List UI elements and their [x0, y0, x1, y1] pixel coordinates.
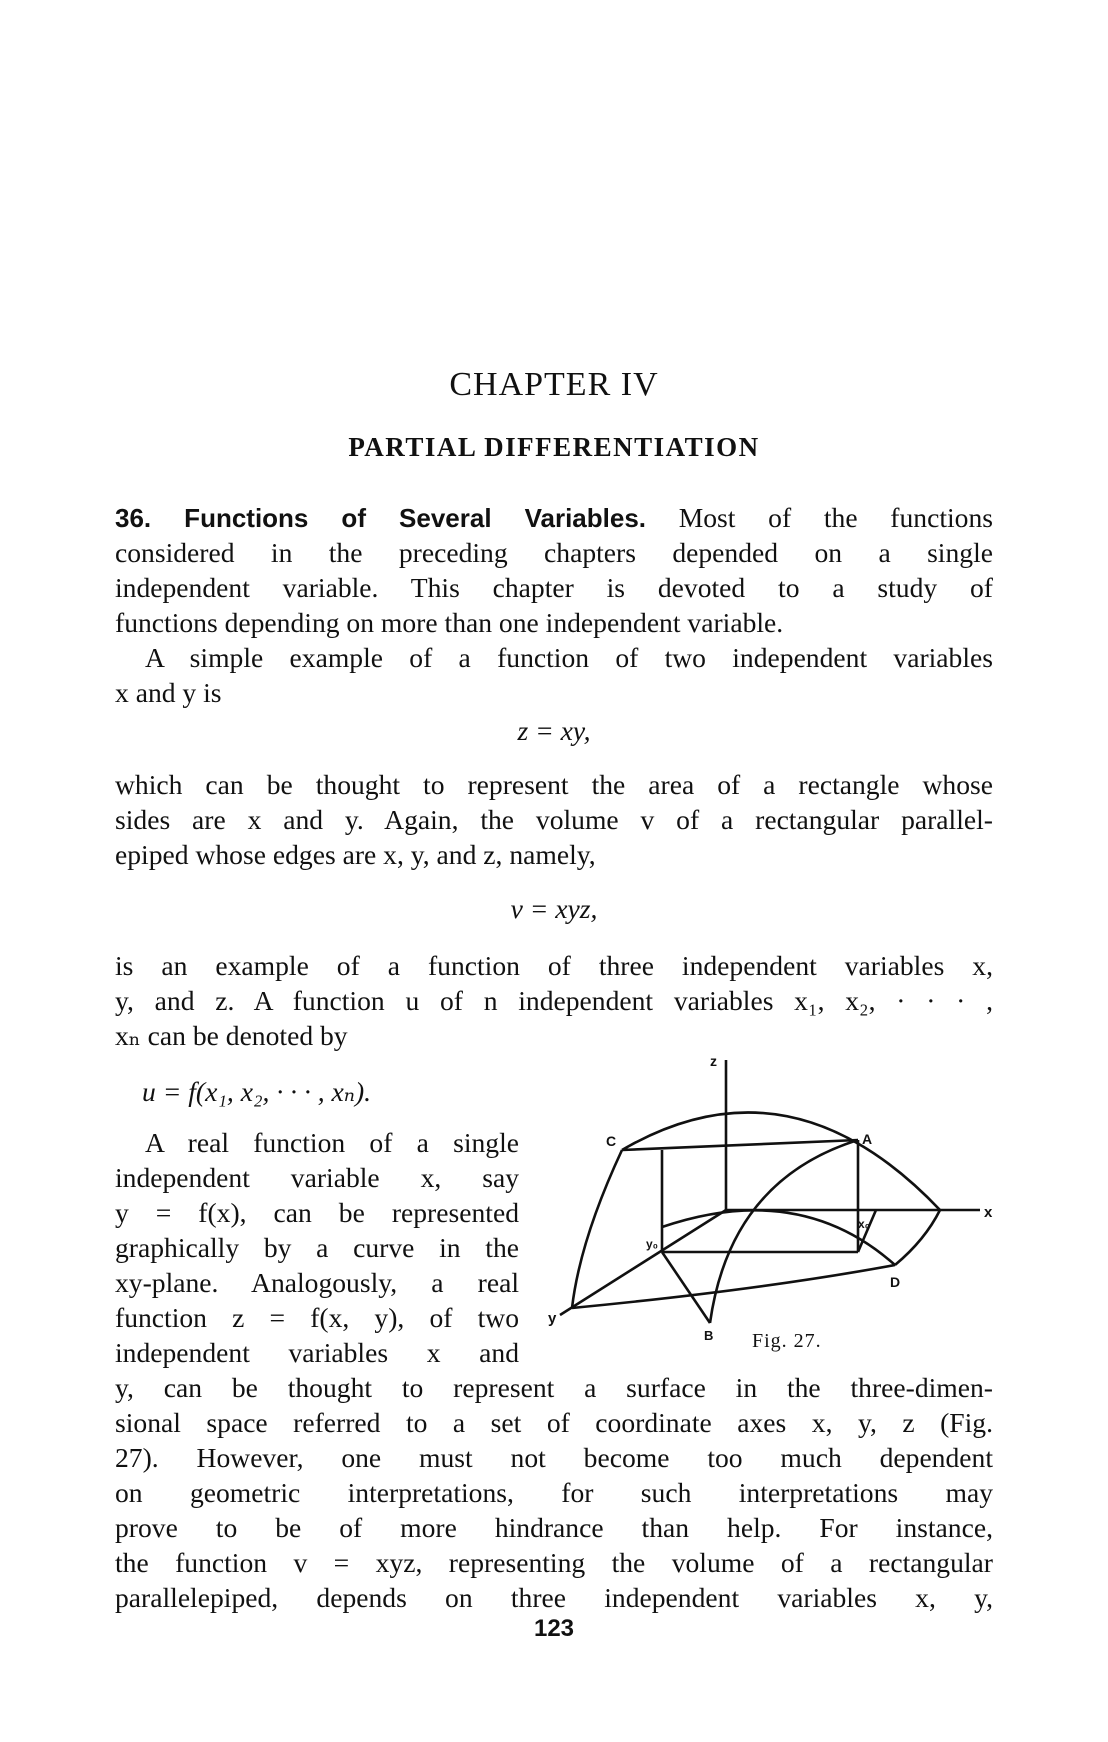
text-line: prove to be of more hindrance than help. For instance,	[115, 1512, 993, 1543]
label-y: y	[548, 1310, 557, 1327]
label-z: z	[710, 1053, 717, 1069]
label-x0: x₀	[858, 1217, 871, 1231]
curve-c-a	[622, 1140, 858, 1150]
text-line: sides are x and y. Again, the volume v of a rectangular parallel-	[115, 804, 993, 835]
y-axis	[560, 1210, 726, 1315]
curve-b-a	[710, 1140, 858, 1323]
text-line: is an example of a function of three independent variables x,	[115, 950, 993, 981]
bottom-edge-curve-1	[572, 1265, 895, 1308]
left-edge-curve	[572, 1150, 622, 1308]
label-c: C	[606, 1133, 617, 1149]
text-line: 36. Functions of Several Variables. Most of the functions	[115, 502, 993, 533]
text-line: independent variable. This chapter is devoted to a study of	[115, 572, 993, 603]
box-to-b	[662, 1252, 710, 1323]
text-line: y, and z. A function u of n independent variables x₁, x₂, · · · ,	[115, 985, 993, 1016]
text-line: graphically by a curve in the	[115, 1232, 519, 1263]
text-line: on geometric interpretations, for such interpretations may	[115, 1477, 993, 1508]
text-line: function z = f(x, y), of two	[115, 1302, 519, 1333]
text-line: independent variable x, say	[115, 1162, 519, 1193]
label-b: B	[704, 1328, 714, 1343]
text-line: y = f(x), can be represented	[115, 1197, 519, 1228]
text-line: epiped whose edges are x, y, and z, namely,	[115, 839, 596, 870]
text-line: the function v = xyz, representing the volume of a rectangular	[115, 1547, 993, 1578]
text-line: A real function of a single	[145, 1127, 519, 1158]
text-line: independent variables x and	[115, 1337, 519, 1368]
bottom-edge-curve-2	[895, 1210, 940, 1265]
figure-labels	[548, 1053, 993, 1343]
equation-function: u = f(x₁, x₂, · · · , xₙ).	[142, 1076, 372, 1107]
text-line: xₙ can be denoted by	[115, 1020, 348, 1051]
label-a: A	[862, 1131, 873, 1147]
label-y0: y₀	[646, 1237, 659, 1251]
chapter-title: PARTIAL DIFFERENTIATION	[348, 432, 760, 462]
label-d: D	[890, 1274, 901, 1290]
figure-lines	[560, 1060, 980, 1323]
equation-volume: v = xyz,	[510, 893, 598, 924]
equation-area: z = xy,	[517, 715, 591, 746]
top-edge-curve	[622, 1112, 940, 1210]
figure-caption: Fig. 27.	[752, 1330, 822, 1352]
text-line: functions depending on more than one independent variable.	[115, 607, 784, 638]
text-line: which can be thought to represent the area of a rectangle whose	[115, 769, 993, 800]
text-line: considered in the preceding chapters depended on a single	[115, 537, 993, 568]
text-line: A simple example of a function of two independent variables	[145, 642, 993, 673]
text-line: parallelepiped, depends on three independent variables x, y,	[115, 1582, 993, 1613]
text-line: y, can be thought to represent a surface in the three-dimen-	[115, 1372, 993, 1403]
figure-27-surface-diagram	[540, 1040, 1000, 1360]
text-line: 27). However, one must not become too much dependent	[115, 1442, 993, 1473]
text-line: sional space referred to a set of coordinate axes x, y, z (Fig.	[115, 1407, 993, 1438]
section-heading: 36. Functions of Several Variables.	[115, 503, 646, 533]
text-line: x and y is	[115, 677, 222, 708]
text-line: xy-plane. Analogously, a real	[115, 1267, 519, 1298]
chapter-heading: CHAPTER IV	[449, 366, 659, 403]
label-x: x	[984, 1204, 993, 1221]
page-number: 123	[533, 1615, 575, 1642]
